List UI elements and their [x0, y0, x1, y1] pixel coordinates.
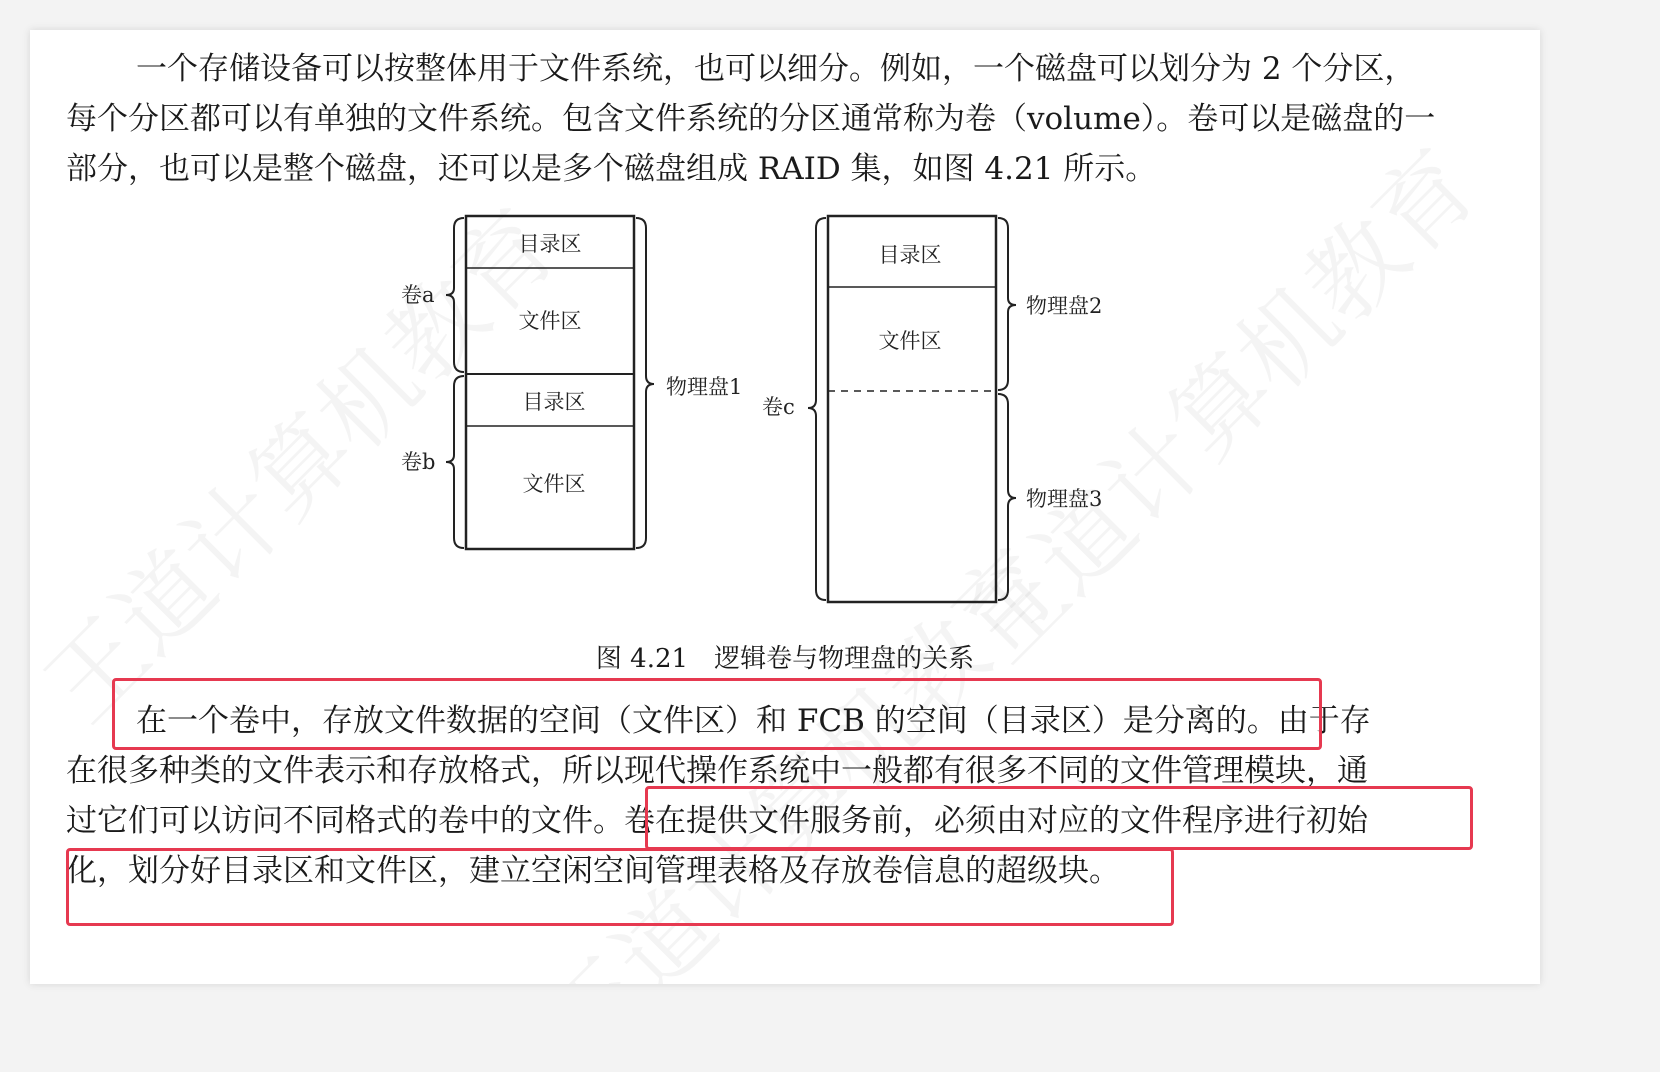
file-area-label: 文件区	[518, 309, 582, 333]
file-area-label: 文件区	[522, 472, 586, 496]
volume-b-brace	[446, 376, 464, 548]
physical-disk-2-label: 物理盘2	[1026, 294, 1103, 318]
volume-a-brace	[446, 218, 464, 372]
physical-disk-1-brace	[636, 218, 654, 548]
volume-c-brace	[808, 218, 826, 600]
text-line: 部分，也可以是整个磁盘，还可以是多个磁盘组成 RAID 集，如图 4.21 所示。	[66, 151, 1157, 187]
volume-c-label: 卷c	[762, 395, 795, 419]
physical-disk-1-box	[466, 216, 634, 549]
file-area-label: 文件区	[878, 329, 942, 353]
physical-disk-1-label: 物理盘1	[666, 375, 743, 399]
text-line: 每个分区都可以有单独的文件系统。包含文件系统的分区通常称为卷（volume）。卷可以是磁盘的一	[66, 101, 1436, 137]
volume-disk-diagram	[30, 30, 1540, 630]
figure-caption: 图 4.21 逻辑卷与物理盘的关系	[595, 644, 975, 674]
text-line: 在一个卷中，存放文件数据的空间（文件区）和 FCB 的空间（目录区）是分离的。由于存	[136, 703, 1371, 739]
document-page	[30, 30, 1540, 984]
raid-volume-box	[828, 216, 996, 602]
text-line: 化，划分好目录区和文件区，建立空闲空间管理表格及存放卷信息的超级块。	[66, 853, 1120, 889]
dir-area-label: 目录区	[522, 390, 586, 414]
text-line: 在很多种类的文件表示和存放格式，所以现代操作系统中一般都有很多不同的文件管理模块，通	[66, 753, 1368, 789]
dir-area-label: 目录区	[878, 243, 942, 267]
physical-disk-3-brace	[998, 394, 1016, 600]
dir-area-label: 目录区	[518, 232, 582, 256]
text-line: 过它们可以访问不同格式的卷中的文件。卷在提供文件服务前，必须由对应的文件程序进行初始	[66, 803, 1368, 839]
paragraph-volume	[66, 696, 1454, 896]
physical-disk-3-label: 物理盘3	[1026, 487, 1103, 511]
text-line: 一个存储设备可以按整体用于文件系统，也可以细分。例如，一个磁盘可以划分为 2 个分区，	[136, 51, 1416, 87]
physical-disk-2-brace	[998, 218, 1016, 390]
volume-a-label: 卷a	[401, 283, 435, 307]
volume-b-label: 卷b	[401, 450, 436, 474]
